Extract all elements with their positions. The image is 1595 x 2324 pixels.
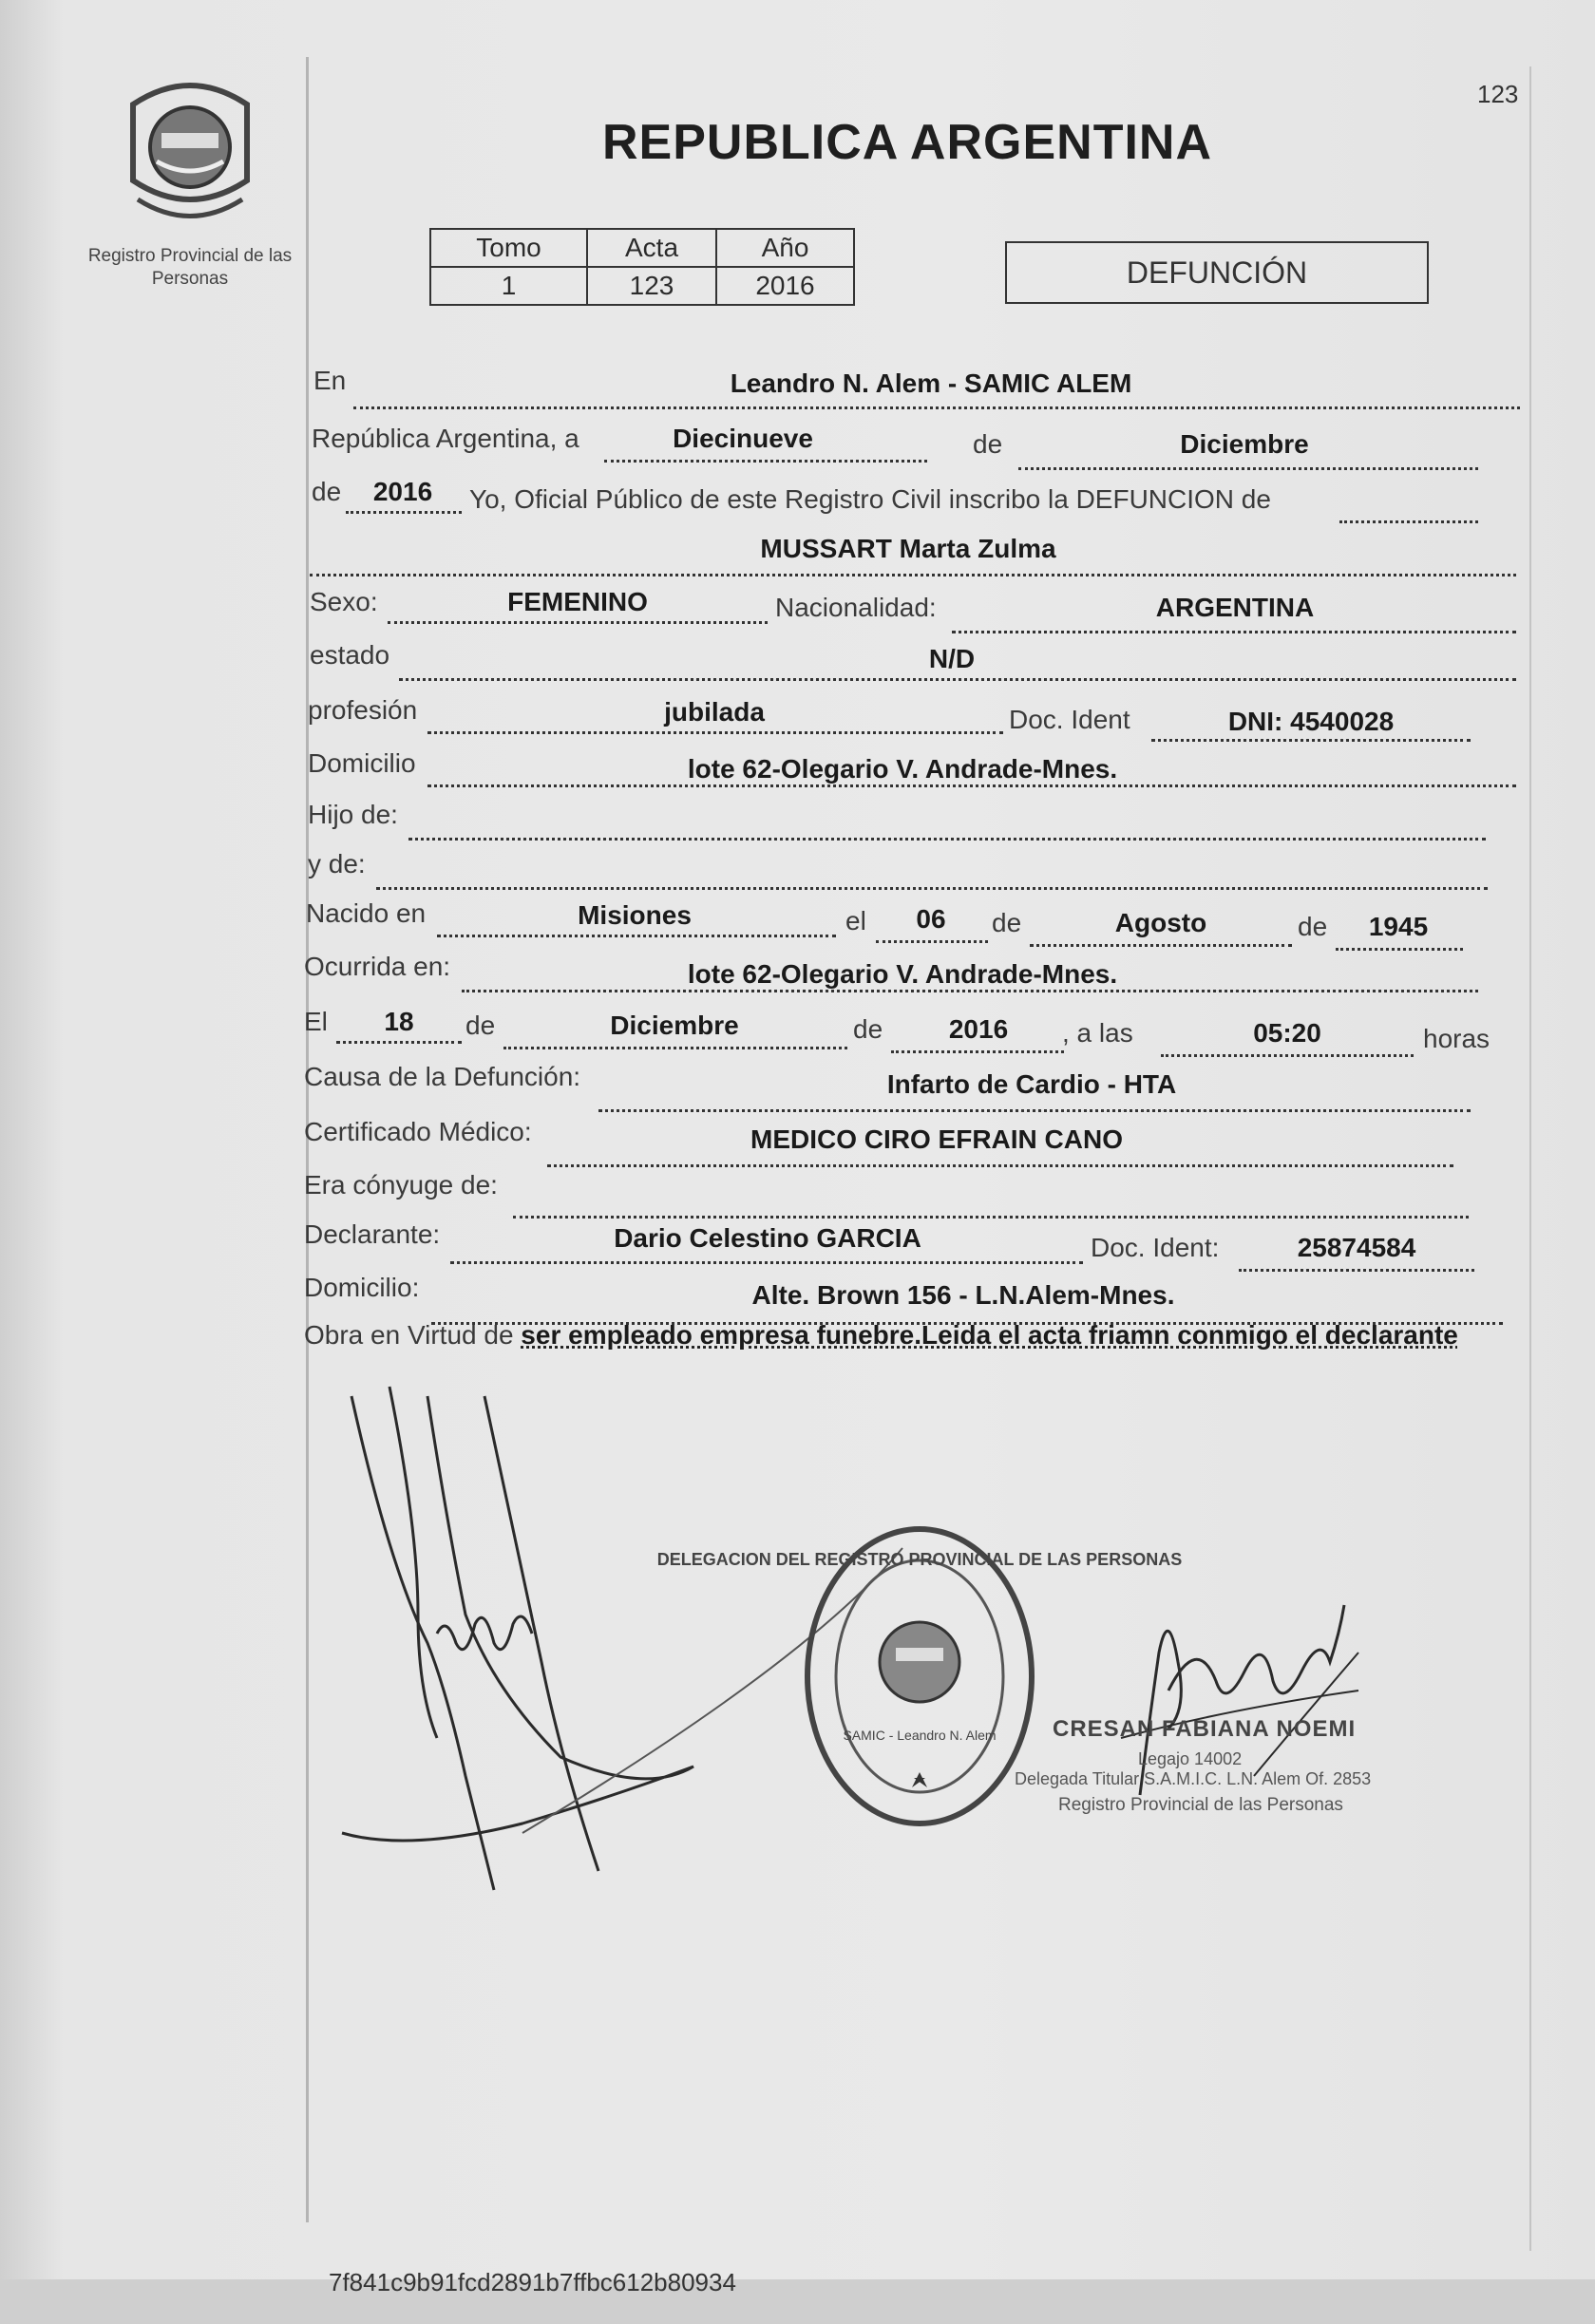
birth-year-line <box>1336 948 1463 951</box>
certificado-value: MEDICO CIRO EFRAIN CANO <box>750 1124 1123 1154</box>
birth-year: 1945 <box>1368 912 1429 941</box>
hijo-label: Hijo de: <box>308 800 398 829</box>
en-line <box>353 406 1520 409</box>
declarante-line <box>450 1261 1083 1264</box>
en-value: Leandro N. Alem - SAMIC ALEM <box>730 368 1132 398</box>
profesion-line <box>427 731 1003 734</box>
death-day: 18 <box>384 1007 414 1036</box>
profesion-value: jubilada <box>664 697 765 727</box>
domicilio2-label: Domicilio: <box>304 1273 420 1302</box>
republica-label: República Argentina, a <box>312 424 579 453</box>
sexo-label: Sexo: <box>310 587 378 616</box>
year-line <box>346 511 462 514</box>
death-year: 2016 <box>948 1014 1009 1044</box>
nacido-line <box>437 935 836 937</box>
nacido-label: Nacido en <box>306 898 427 928</box>
inscribo-text: Yo, Oficial Público de este Registro Civil inscribo la DEFUNCION de <box>469 484 1271 514</box>
month-line <box>1018 467 1478 470</box>
deceased-name: MUSSART Marta Zulma <box>760 534 1056 563</box>
de-label-4: de <box>1298 912 1328 941</box>
estado-line <box>399 678 1516 681</box>
doc-ident2-label: Doc. Ident: <box>1091 1233 1220 1262</box>
de-label-6: de <box>853 1014 883 1044</box>
doc-ident-label: Doc. Ident <box>1009 705 1130 734</box>
document-title: REPUBLICA ARGENTINA <box>602 115 1213 170</box>
declarante-label: Declarante: <box>304 1219 441 1249</box>
death-month-line <box>503 1047 847 1049</box>
doc-ident2-line <box>1239 1269 1474 1272</box>
nacionalidad-line <box>952 631 1516 633</box>
registry-name: Registro Provincial de las Personas <box>87 246 293 289</box>
inscribo-line <box>1339 520 1478 523</box>
officer-legajo: Legajo 14002 <box>1138 1749 1243 1768</box>
profesion-label: profesión <box>308 695 418 725</box>
alas-label: , a las <box>1062 1018 1133 1048</box>
page-number: 123 <box>1477 80 1519 108</box>
province-seal-icon <box>114 66 266 228</box>
stamp-inner-text: SAMIC - Leandro N. Alem <box>843 1728 997 1743</box>
officer-name: CRESAN FABIANA NOEMI <box>1053 1716 1357 1742</box>
tomo-header: Tomo <box>430 229 587 267</box>
record-type-box: DEFUNCIÓN <box>1005 241 1429 304</box>
horas-label: horas <box>1423 1024 1491 1053</box>
declarante-value: Dario Celestino GARCIA <box>614 1223 921 1253</box>
birth-month-line <box>1030 944 1292 947</box>
de-label-2: de <box>312 477 342 506</box>
de-label-3: de <box>992 908 1022 937</box>
tomo-value: 1 <box>430 267 587 305</box>
doc-ident-line <box>1151 739 1471 742</box>
anio-value: 2016 <box>716 267 854 305</box>
record-table-header-row <box>430 229 854 267</box>
year-value: 2016 <box>372 477 433 506</box>
death-day-line <box>336 1041 462 1044</box>
domicilio-line <box>427 784 1516 787</box>
ocurrida-label: Ocurrida en: <box>304 952 451 981</box>
stamp-outer-text: DELEGACION DEL REGISTRO PROVINCIAL DE LAS PERSONAS <box>656 1550 1183 1569</box>
scan-bottom-edge <box>0 2279 1595 2324</box>
officer-registry: Registro Provincial de las Personas <box>1058 1795 1343 1815</box>
doc-ident-value: DNI: 4540028 <box>1227 707 1395 736</box>
domicilio2-value: Alte. Brown 156 - L.N.Alem-Mnes. <box>751 1280 1175 1310</box>
document-hash: 7f841c9b91fcd2891b7ffbc612b80934 <box>329 2268 736 2296</box>
nacionalidad-value: ARGENTINA <box>1155 593 1315 622</box>
certificado-line <box>547 1164 1453 1167</box>
causa-line <box>598 1109 1471 1112</box>
registry-stamp <box>656 1520 1183 1833</box>
acta-value: 123 <box>587 267 716 305</box>
death-time-line <box>1161 1054 1414 1057</box>
estado-value: N/D <box>928 644 976 673</box>
anio-header: Año <box>716 229 854 267</box>
certificado-label: Certificado Médico: <box>304 1117 532 1146</box>
en-label: En <box>313 366 347 395</box>
yde-line <box>376 887 1488 890</box>
estado-label: estado <box>310 640 390 670</box>
obra-paragraph <box>304 1318 1503 1351</box>
nacionalidad-label: Nacionalidad: <box>775 593 937 622</box>
causa-label: Causa de la Defunción: <box>304 1062 581 1091</box>
record-table <box>429 228 855 306</box>
birth-day-line <box>876 940 988 943</box>
de-label-1: de <box>973 429 1003 459</box>
hijo-line <box>408 838 1486 841</box>
doc-ident2-value: 25874584 <box>1297 1233 1416 1262</box>
yde-label: y de: <box>308 849 366 879</box>
conyuge-line <box>513 1216 1469 1219</box>
sexo-line <box>388 621 768 624</box>
right-margin-line <box>1529 66 1531 2251</box>
conyuge-label: Era cónyuge de: <box>304 1170 498 1200</box>
obra-label: Obra en Virtud de <box>304 1320 514 1350</box>
sexo-value: FEMENINO <box>507 587 648 616</box>
day-line <box>604 460 927 463</box>
month-value: Diciembre <box>1180 429 1309 459</box>
obra-value: ser empleado empresa funebre.Leida el acta friamn conmigo el declarante <box>521 1320 1458 1350</box>
declarant-signature <box>332 1377 712 1909</box>
officer-title: Delegada Titular S.A.M.I.C. L.N. Alem Of. 2853 <box>1015 1769 1372 1788</box>
day-value: Diecinueve <box>673 424 813 453</box>
birth-day: 06 <box>916 904 946 934</box>
death-month: Diciembre <box>610 1011 739 1040</box>
birth-month: Agosto <box>1114 908 1207 937</box>
ocurrida-line <box>462 990 1478 992</box>
record-table-value-row <box>430 267 854 305</box>
nacido-value: Misiones <box>578 900 692 930</box>
domicilio-value: lote 62-Olegario V. Andrade-Mnes. <box>687 754 1118 784</box>
ocurrida-value: lote 62-Olegario V. Andrade-Mnes. <box>687 959 1118 989</box>
deceased-name-line <box>310 574 1516 576</box>
el2-label: El <box>304 1007 328 1036</box>
causa-value: Infarto de Cardio - HTA <box>886 1069 1177 1099</box>
el-label: el <box>845 906 866 935</box>
de-label-5: de <box>465 1011 496 1040</box>
domicilio-label: Domicilio <box>308 748 416 778</box>
acta-header: Acta <box>587 229 716 267</box>
death-year-line <box>891 1050 1064 1053</box>
death-time: 05:20 <box>1253 1018 1321 1048</box>
